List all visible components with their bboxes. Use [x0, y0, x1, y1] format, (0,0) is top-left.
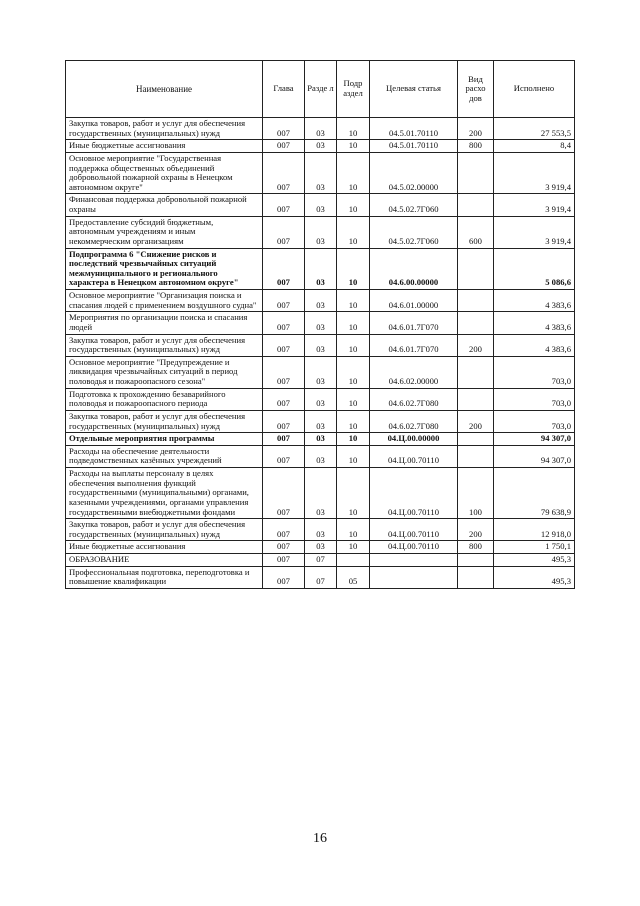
row-article: 04.5.01.70110 — [370, 140, 458, 153]
row-expense-type — [458, 312, 494, 334]
row-section: 03 — [305, 468, 337, 519]
row-expense-type — [458, 445, 494, 467]
row-section: 03 — [305, 248, 337, 290]
row-executed: 4 383,6 — [494, 334, 575, 356]
table-row — [66, 410, 575, 432]
row-executed: 3 919,4 — [494, 152, 575, 194]
row-section: 03 — [305, 541, 337, 554]
row-chapter: 007 — [263, 312, 305, 334]
row-section: 03 — [305, 410, 337, 432]
row-chapter: 007 — [263, 152, 305, 194]
row-article: 04.Ц.00.00000 — [370, 433, 458, 446]
row-subsection: 10 — [337, 216, 370, 248]
header-name: Наименование — [66, 61, 263, 118]
row-expense-type — [458, 152, 494, 194]
row-expense-type: 100 — [458, 468, 494, 519]
row-executed: 703,0 — [494, 410, 575, 432]
row-article: 04.5.02.7Г060 — [370, 216, 458, 248]
row-article — [370, 566, 458, 588]
row-subsection: 10 — [337, 140, 370, 153]
row-article: 04.6.00.00000 — [370, 248, 458, 290]
row-article — [370, 554, 458, 567]
row-executed: 703,0 — [494, 356, 575, 388]
table-row — [66, 194, 575, 216]
row-section: 03 — [305, 445, 337, 467]
row-name: Иные бюджетные ассигнования — [66, 140, 263, 153]
row-executed: 12 918,0 — [494, 519, 575, 541]
row-expense-type: 200 — [458, 519, 494, 541]
row-subsection: 10 — [337, 519, 370, 541]
row-section: 03 — [305, 356, 337, 388]
header-section: Разде л — [305, 61, 337, 118]
row-section: 03 — [305, 519, 337, 541]
row-expense-type — [458, 433, 494, 446]
table-header-row — [66, 61, 575, 118]
row-executed: 94 307,0 — [494, 433, 575, 446]
header-expense-type: Вид расхо дов — [458, 61, 494, 118]
row-expense-type: 800 — [458, 541, 494, 554]
row-subsection: 10 — [337, 118, 370, 140]
row-chapter: 007 — [263, 334, 305, 356]
row-subsection: 10 — [337, 334, 370, 356]
header-executed: Исполнено — [494, 61, 575, 118]
row-name: Мероприятия по организации поиска и спасания людей — [66, 312, 263, 334]
budget-table — [65, 60, 575, 589]
table-row — [66, 554, 575, 567]
row-section: 03 — [305, 194, 337, 216]
row-chapter: 007 — [263, 118, 305, 140]
row-expense-type: 200 — [458, 334, 494, 356]
row-name: Основное мероприятие "Предупреждение и ликвидация чрезвычайных ситуаций в период половодья и пожароопасного сезона" — [66, 356, 263, 388]
row-chapter: 007 — [263, 445, 305, 467]
row-article: 04.6.01.7Г070 — [370, 312, 458, 334]
row-name: Предоставление субсидий бюджетным, автономным учреждениям и иным некоммерческим организациям — [66, 216, 263, 248]
row-article: 04.Ц.00.70110 — [370, 445, 458, 467]
row-subsection: 10 — [337, 356, 370, 388]
row-article: 04.5.01.70110 — [370, 118, 458, 140]
table-row — [66, 541, 575, 554]
row-article: 04.6.02.00000 — [370, 356, 458, 388]
row-executed: 27 553,5 — [494, 118, 575, 140]
row-name: ОБРАЗОВАНИЕ — [66, 554, 263, 567]
row-name: Иные бюджетные ассигнования — [66, 541, 263, 554]
row-article: 04.6.02.7Г080 — [370, 410, 458, 432]
table-row — [66, 468, 575, 519]
row-expense-type: 200 — [458, 118, 494, 140]
row-section: 07 — [305, 566, 337, 588]
header-chapter: Глава — [263, 61, 305, 118]
row-name: Закупка товаров, работ и услуг для обеспечения государственных (муниципальных) нужд — [66, 334, 263, 356]
table-row — [66, 566, 575, 588]
table-row — [66, 356, 575, 388]
row-subsection: 10 — [337, 194, 370, 216]
table-row — [66, 216, 575, 248]
row-executed: 495,3 — [494, 554, 575, 567]
row-executed: 3 919,4 — [494, 216, 575, 248]
row-subsection: 10 — [337, 445, 370, 467]
row-expense-type: 600 — [458, 216, 494, 248]
row-subsection: 10 — [337, 433, 370, 446]
row-subsection: 10 — [337, 410, 370, 432]
row-chapter: 007 — [263, 410, 305, 432]
row-executed: 703,0 — [494, 388, 575, 410]
table-row — [66, 445, 575, 467]
row-subsection: 10 — [337, 248, 370, 290]
row-article: 04.Ц.00.70110 — [370, 541, 458, 554]
table-row — [66, 290, 575, 312]
row-chapter: 007 — [263, 433, 305, 446]
row-name: Финансовая поддержка добровольной пожарной охраны — [66, 194, 263, 216]
row-name: Подготовка к прохождению безаварийного половодья и пожароопасного периода — [66, 388, 263, 410]
row-subsection: 10 — [337, 152, 370, 194]
row-executed: 8,4 — [494, 140, 575, 153]
table-row — [66, 312, 575, 334]
row-executed: 5 086,6 — [494, 248, 575, 290]
table-row — [66, 433, 575, 446]
row-expense-type — [458, 290, 494, 312]
row-section: 03 — [305, 290, 337, 312]
row-article: 04.6.01.00000 — [370, 290, 458, 312]
row-expense-type — [458, 388, 494, 410]
table-row — [66, 388, 575, 410]
row-chapter: 007 — [263, 541, 305, 554]
row-expense-type: 200 — [458, 410, 494, 432]
row-chapter: 007 — [263, 216, 305, 248]
table-body — [66, 118, 575, 589]
row-name: Отдельные мероприятия программы — [66, 433, 263, 446]
row-executed: 3 919,4 — [494, 194, 575, 216]
header-article: Целевая статья — [370, 61, 458, 118]
row-article: 04.Ц.00.70110 — [370, 468, 458, 519]
row-article: 04.6.02.7Г080 — [370, 388, 458, 410]
row-chapter: 007 — [263, 388, 305, 410]
row-subsection: 10 — [337, 312, 370, 334]
row-executed: 4 383,6 — [494, 312, 575, 334]
row-name: Закупка товаров, работ и услуг для обеспечения государственных (муниципальных) нужд — [66, 410, 263, 432]
header-subsection: Подр аздел — [337, 61, 370, 118]
row-chapter: 007 — [263, 356, 305, 388]
row-chapter: 007 — [263, 519, 305, 541]
row-article: 04.6.01.7Г070 — [370, 334, 458, 356]
row-name: Расходы на обеспечение деятельности подведомственных казённых учреждений — [66, 445, 263, 467]
row-expense-type — [458, 554, 494, 567]
row-chapter: 007 — [263, 468, 305, 519]
row-section: 03 — [305, 388, 337, 410]
row-section: 03 — [305, 118, 337, 140]
row-section: 03 — [305, 312, 337, 334]
row-executed: 94 307,0 — [494, 445, 575, 467]
row-name: Подпрограмма 6 "Снижение рисков и последствий чрезвычайных ситуаций межмуниципального и регионального характера в Ненецком автономном округе" — [66, 248, 263, 290]
row-chapter: 007 — [263, 554, 305, 567]
table-row — [66, 334, 575, 356]
row-name: Основное мероприятие "Государственная поддержка общественных объединений добровольной пожарной охраны в Ненецком автономном округе" — [66, 152, 263, 194]
row-subsection: 10 — [337, 290, 370, 312]
row-expense-type — [458, 566, 494, 588]
row-expense-type — [458, 194, 494, 216]
row-section: 03 — [305, 334, 337, 356]
row-subsection — [337, 554, 370, 567]
row-article: 04.5.02.7Г060 — [370, 194, 458, 216]
table-row — [66, 152, 575, 194]
row-subsection: 05 — [337, 566, 370, 588]
row-expense-type: 800 — [458, 140, 494, 153]
row-subsection: 10 — [337, 468, 370, 519]
row-executed: 4 383,6 — [494, 290, 575, 312]
row-chapter: 007 — [263, 248, 305, 290]
table-row — [66, 140, 575, 153]
page-number: 16 — [313, 831, 327, 846]
row-chapter: 007 — [263, 140, 305, 153]
row-chapter: 007 — [263, 566, 305, 588]
row-expense-type — [458, 356, 494, 388]
row-executed: 79 638,9 — [494, 468, 575, 519]
row-section: 03 — [305, 152, 337, 194]
row-article: 04.5.02.00000 — [370, 152, 458, 194]
row-article: 04.Ц.00.70110 — [370, 519, 458, 541]
row-chapter: 007 — [263, 194, 305, 216]
row-section: 07 — [305, 554, 337, 567]
row-name: Закупка товаров, работ и услуг для обеспечения государственных (муниципальных) нужд — [66, 118, 263, 140]
row-name: Расходы на выплаты персоналу в целях обеспечения выполнения функций государственными (муниципальными) органами, казенными учреждениями, органами управления государственными внебюджетными фондами — [66, 468, 263, 519]
row-section: 03 — [305, 433, 337, 446]
row-section: 03 — [305, 216, 337, 248]
row-section: 03 — [305, 140, 337, 153]
row-executed: 1 750,1 — [494, 541, 575, 554]
row-chapter: 007 — [263, 290, 305, 312]
row-executed: 495,3 — [494, 566, 575, 588]
row-subsection: 10 — [337, 541, 370, 554]
table-row — [66, 248, 575, 290]
row-expense-type — [458, 248, 494, 290]
table-row — [66, 519, 575, 541]
row-name: Закупка товаров, работ и услуг для обеспечения государственных (муниципальных) нужд — [66, 519, 263, 541]
row-name: Основное мероприятие "Организация поиска и спасания людей с применением воздушного судна" — [66, 290, 263, 312]
row-name: Профессиональная подготовка, переподготовка и повышение квалификации — [66, 566, 263, 588]
row-subsection: 10 — [337, 388, 370, 410]
table-row — [66, 118, 575, 140]
